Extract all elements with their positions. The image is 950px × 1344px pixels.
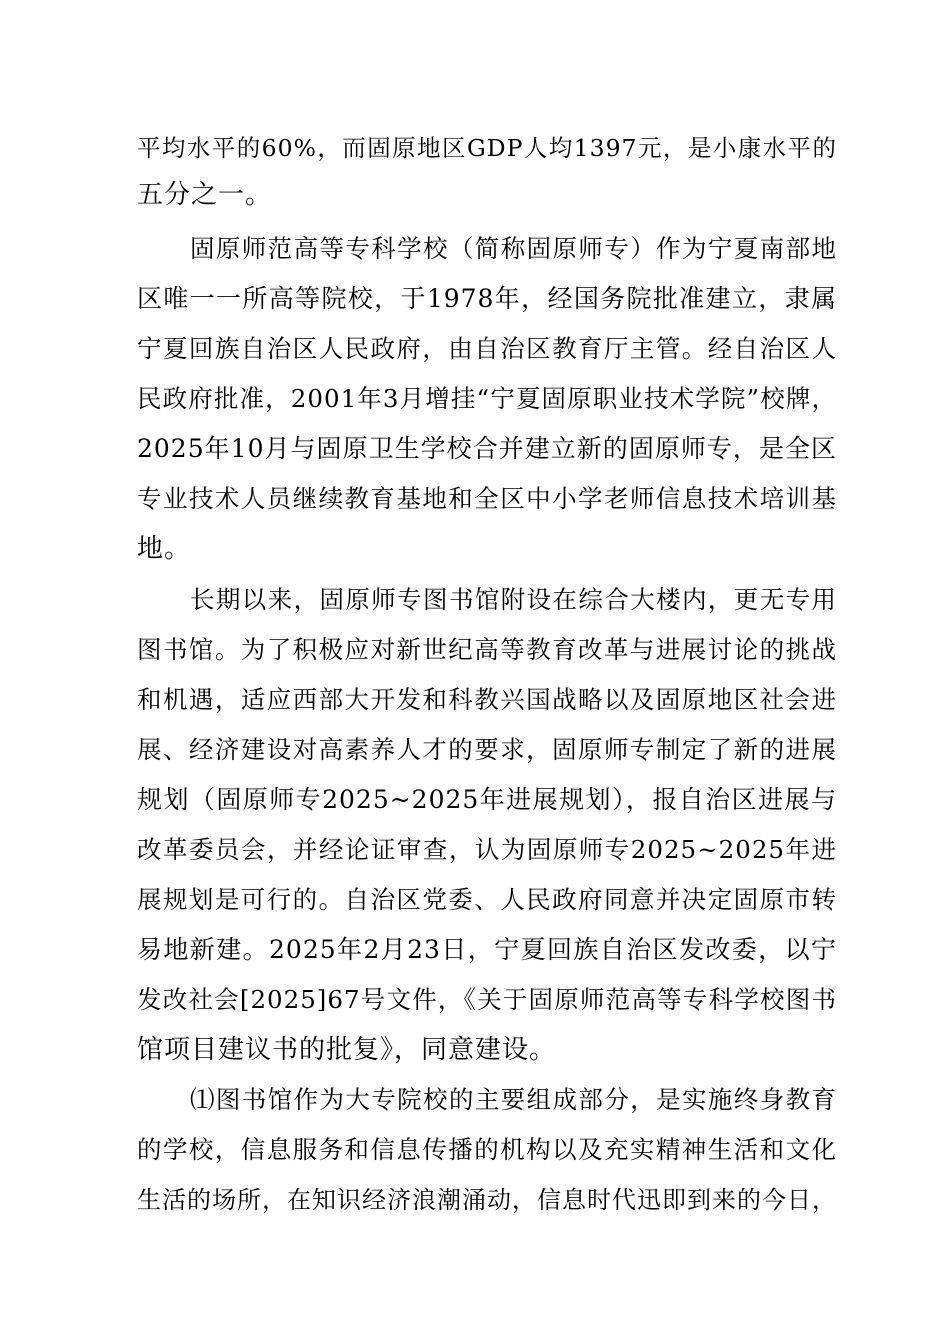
paragraph-start-line: 长期以来，固原师专图书馆附设在综合大楼内，更无专用 (190, 585, 837, 614)
text-line: 生活的场所，在知识经济浪潮涌动，信息时代迅即到来的今日， (137, 1186, 837, 1214)
text-line: 区唯一一所高等院校，于1978年，经国务院批准建立，隶属 (137, 284, 837, 313)
text-line: 展规划是可行的。自治区党委、人民政府同意并决定固原市转 (137, 885, 837, 914)
text-line: 发改社会[2025]67号文件，《关于固原师范高等专科学校图书 (137, 985, 837, 1014)
text-line: 改革委员会，并经论证审查，认为固原师专2025~2025年进 (137, 835, 837, 864)
paragraph-start-line: ⑴图书馆作为大专院校的主要组成部分，是实施终身教育 (190, 1085, 837, 1114)
text-line: 2025年10月与固原卫生学校合并建立新的固原师专，是全区 (137, 434, 837, 463)
text-line: 平均水平的60%，而固原地区GDP人均1397元，是小康水平的 (137, 134, 837, 162)
text-line: 图书馆。为了积极应对新世纪高等教育改革与进展讨论的挑战 (137, 635, 837, 664)
text-line: 宁夏回族自治区人民政府，由自治区教育厅主管。经自治区人 (137, 334, 837, 363)
text-line: 展、经济建设对高素养人才的要求，固原师专制定了新的进展 (137, 735, 837, 764)
text-line: 专业技术人员继续教育基地和全区中小学老师信息技术培训基 (137, 484, 837, 513)
text-line: 的学校，信息服务和信息传播的机构以及充实精神生活和文化 (137, 1135, 837, 1164)
text-line: 地。 (137, 534, 192, 564)
text-line: 馆项目建议书的批复》，同意建设。 (137, 1035, 557, 1065)
text-line: 民政府批准，2001年3月增挂“宁夏固原职业技术学院”校牌， (137, 384, 837, 413)
text-line: 易地新建。2025年2月23日，宁夏回族自治区发改委，以宁 (137, 935, 837, 964)
text-line: 五分之一。 (137, 180, 273, 210)
paragraph-start-line: 固原师范高等专科学校（简称固原师专）作为宁夏南部地 (190, 234, 837, 263)
text-line: 规划（固原师专2025~2025年进展规划），报自治区进展与 (137, 785, 837, 814)
text-line: 和机遇，适应西部大开发和科教兴国战略以及固原地区社会进 (137, 685, 837, 714)
